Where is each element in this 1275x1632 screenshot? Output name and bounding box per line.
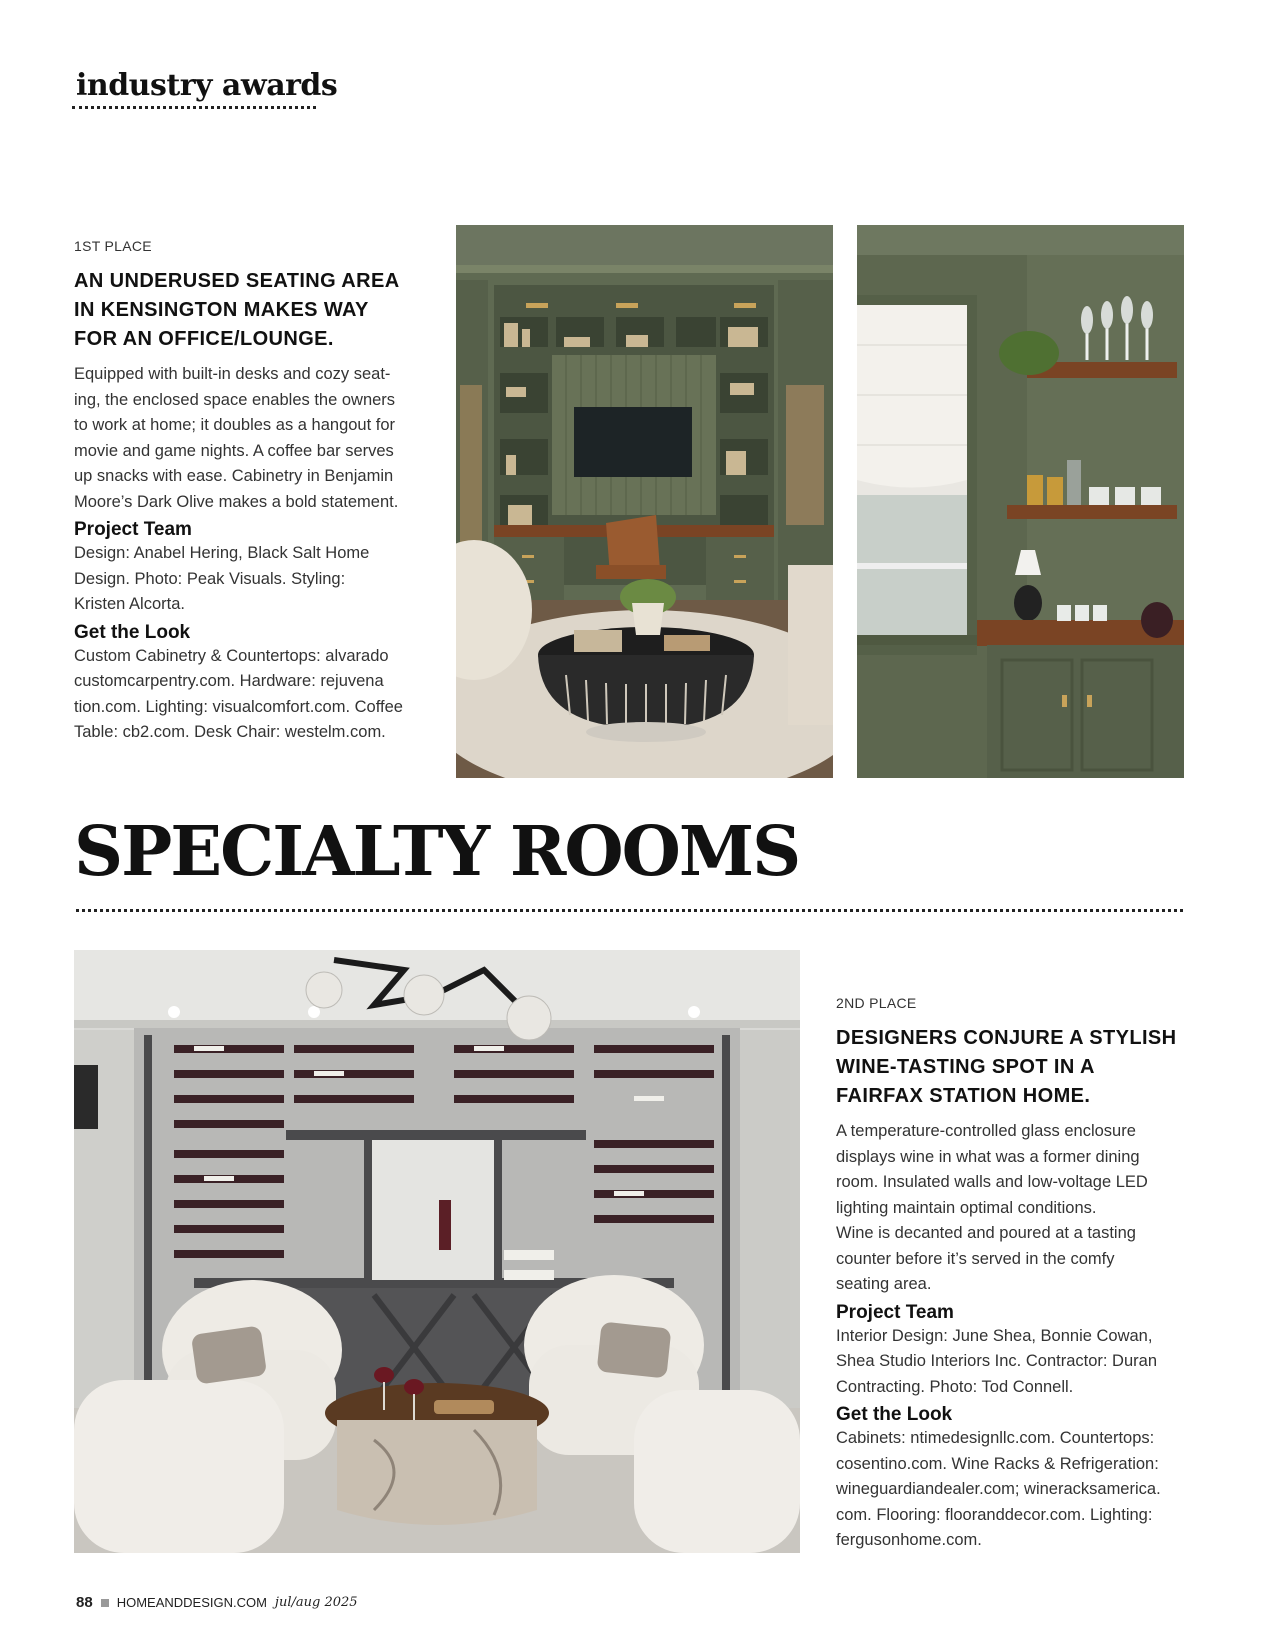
first-place-headline: AN UNDERUSED SEATING AREA IN KENSINGTON MAKES WAY FOR AN OFFICE/LOUNGE. <box>74 270 400 350</box>
category-divider <box>76 909 1183 912</box>
second-place-label: 2ND PLACE <box>836 995 917 1011</box>
coffee-bar-photo <box>857 225 1184 778</box>
site-name: HOMEANDDESIGN.COM <box>116 1595 267 1610</box>
section-tag-underline <box>72 106 316 109</box>
first-place-label: 1ST PLACE <box>74 238 152 254</box>
first-place-body: Equipped with built-in desks and cozy seat- ing, the enclosed space enables the owners to work at home; it doubles as a hangout for movie and game nights. A coffee bar serves up snacks with ease. Cabinetry in Benjamin Moore’s Dark Olive makes a bold statement. <box>74 365 399 511</box>
second-look-heading: Get the Look <box>836 1404 953 1425</box>
first-look-sources: Custom Cabinetry & Countertops: alvarado customcarpentry.com. Hardware: rejuvena tion.com. Lighting: visualcomfort.com. Coffee Table: cb2.com. Desk Chair: westelm.com. <box>74 646 403 741</box>
category-title: SPECIALTY ROOMS <box>74 812 800 892</box>
second-team-credits: Interior Design: June Shea, Bonnie Cowan, Shea Studio Interiors Inc. Contractor: Duran Contracting. Photo: Tod Connell. <box>836 1326 1157 1396</box>
page-footer <box>76 1594 358 1611</box>
first-team-heading: Project Team <box>74 519 192 540</box>
second-place-body: A temperature-controlled glass enclosure displays wine in what was a former dining room. Insulated walls and low-voltage LED lighting maintain optimal conditions. Wine is decanted and poured at a tasting counter before it’s served in the comfy seating area. <box>836 1122 1148 1293</box>
first-team-credits: Design: Anabel Hering, Black Salt Home Design. Photo: Peak Visuals. Styling: Kristen Alcorta. <box>74 544 370 613</box>
office-lounge-photo <box>456 225 833 778</box>
issue-date: jul/aug 2025 <box>274 1595 358 1610</box>
second-team-heading: Project Team <box>836 1301 954 1323</box>
wine-room-photo <box>74 950 800 1553</box>
second-place-article <box>836 995 1196 1554</box>
square-bullet-icon <box>101 1599 109 1607</box>
page-number: 88 <box>76 1594 93 1611</box>
second-place-headline: DESIGNERS CONJURE A STYLISH WINE-TASTING SPOT IN A FAIRFAX STATION HOME. <box>836 1027 1177 1107</box>
first-look-heading: Get the Look <box>74 621 191 643</box>
section-tag: industry awards <box>76 68 338 103</box>
second-look-sources: Cabinets: ntimedesignllc.com. Countertops: cosentino.com. Wine Racks & Refrigeration: wineguardiandealer.com; wineracksamerica. com. Flooring: flooranddecor.com. Lighting: fergusonhome.com. <box>836 1429 1161 1549</box>
first-place-article <box>74 238 419 746</box>
